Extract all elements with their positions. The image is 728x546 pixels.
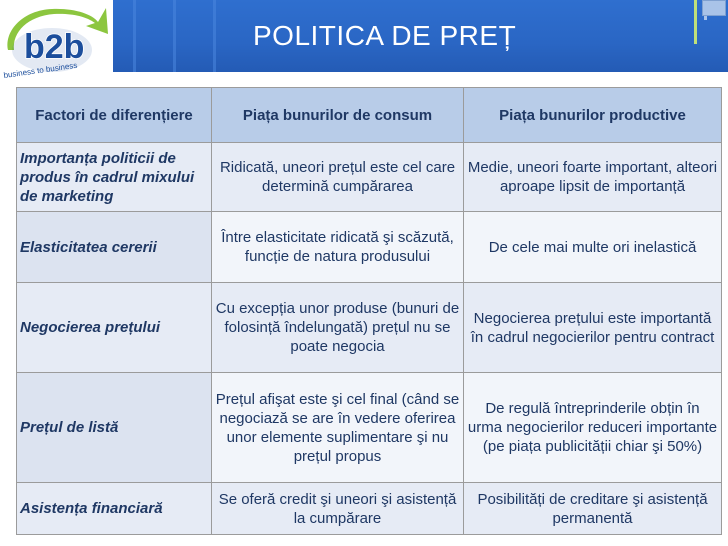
row-factor: Prețul de listă bbox=[17, 373, 212, 483]
cell-productive: Negocierea prețului este importantă în cadrul negocierilor pentru contract bbox=[464, 283, 722, 373]
row-factor: Elasticitatea cererii bbox=[17, 212, 212, 283]
header-divider bbox=[113, 72, 728, 84]
cell-consum: Prețul afişat este şi cel final (când se negociază se are în vedere oferirea unor elemente suplimentare şi nu prețul propus bbox=[212, 373, 464, 483]
page-title: POLITICA DE PREȚ bbox=[253, 20, 517, 51]
cell-productive: Medie, uneori foarte important, alteori aproape lipsit de importanță bbox=[464, 143, 722, 212]
slide-header bbox=[0, 0, 728, 84]
column-header-productive: Piața bunurilor productive bbox=[464, 88, 722, 143]
cell-productive: De cele mai multe ori inelastică bbox=[464, 212, 722, 283]
table-row bbox=[17, 212, 722, 283]
table-row bbox=[17, 483, 722, 535]
column-header-factori: Factori de diferențiere bbox=[17, 88, 212, 143]
column-header-consum: Piața bunurilor de consum bbox=[212, 88, 464, 143]
decorative-bar bbox=[694, 0, 697, 44]
title-band bbox=[113, 0, 728, 72]
logo-tagline: business to business bbox=[3, 60, 78, 80]
cell-productive: De regulă întreprinderile obțin în urma negocierilor reduceri importante (pe piața publicității chiar şi 50%) bbox=[464, 373, 722, 483]
b2b-logo-icon bbox=[0, 0, 113, 84]
table-header-row bbox=[17, 88, 722, 143]
cell-consum: Cu excepția unor produse (bunuri de folosință îndelungată) prețul nu se poate negocia bbox=[212, 283, 464, 373]
table-row bbox=[17, 283, 722, 373]
cell-consum: Se oferă credit şi uneori şi asistență la cumpărare bbox=[212, 483, 464, 535]
table-row bbox=[17, 143, 722, 212]
cell-consum: Între elasticitate ridicată şi scăzută, funcție de natura produsului bbox=[212, 212, 464, 283]
slide-control-button[interactable] bbox=[702, 0, 726, 16]
logo bbox=[0, 0, 113, 84]
table-row bbox=[17, 373, 722, 483]
cell-consum: Ridicată, uneori prețul este cel care determină cumpărarea bbox=[212, 143, 464, 212]
row-factor: Negocierea prețului bbox=[17, 283, 212, 373]
logo-text: b2b bbox=[24, 28, 85, 66]
row-factor: Asistența financiară bbox=[17, 483, 212, 535]
comparison-table bbox=[16, 87, 722, 535]
cell-productive: Posibilități de creditare şi asistență permanentă bbox=[464, 483, 722, 535]
row-factor: Importanța politicii de produs în cadrul mixului de marketing bbox=[17, 143, 212, 212]
